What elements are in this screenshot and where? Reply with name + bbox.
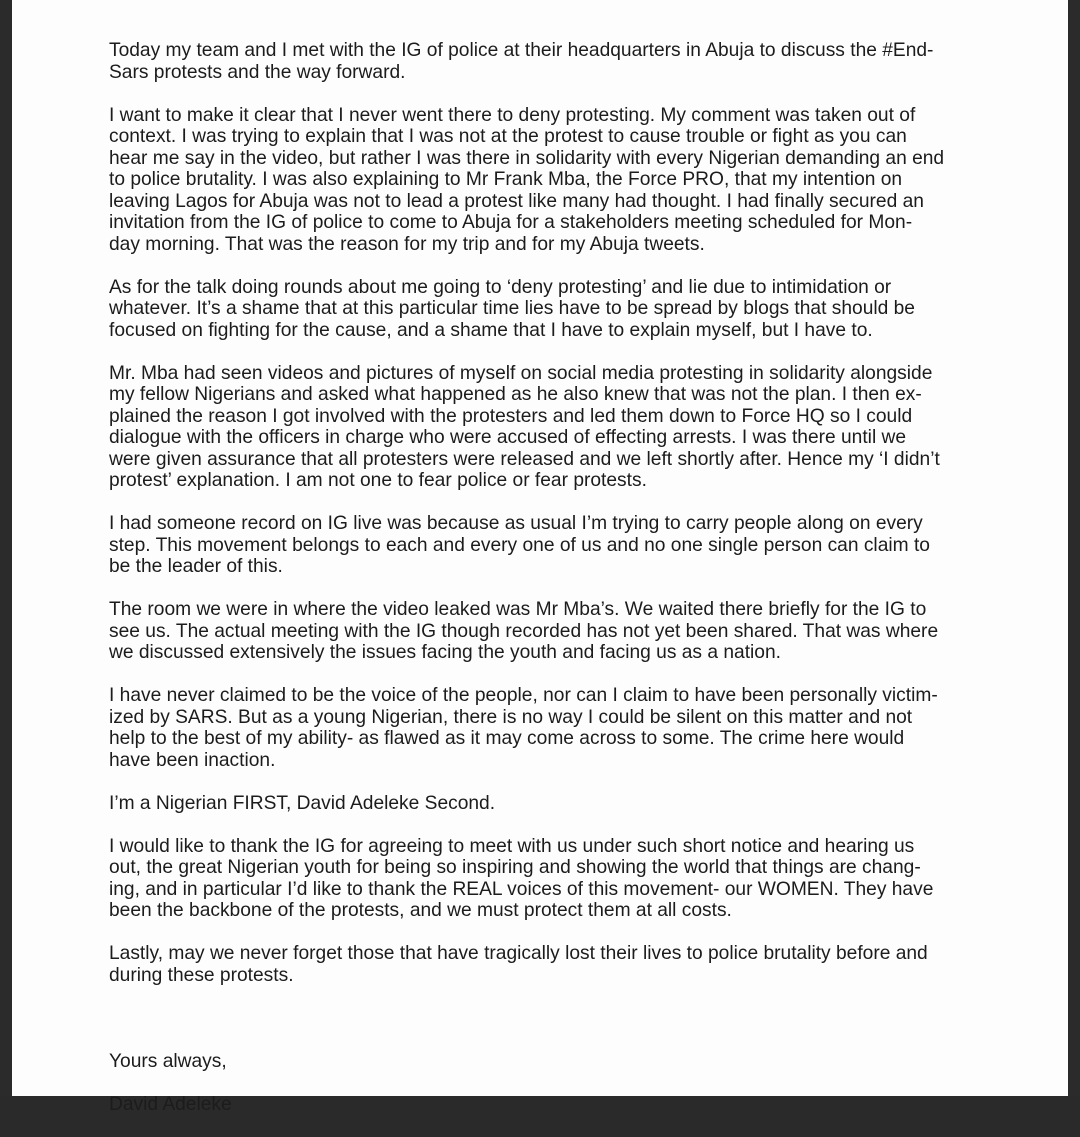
paragraph-remembrance: Lastly, may we never forget those that have tragically lost their lives to police brutality before and during these protests. xyxy=(109,943,928,986)
letter-body xyxy=(109,40,979,1137)
closing-line: Yours always, xyxy=(109,1050,227,1072)
signature-name: David Adeleke xyxy=(109,1093,232,1115)
letter-signoff xyxy=(109,1029,979,1137)
paragraph-mr-mba-videos: Mr. Mba had seen videos and pictures of myself on social media protesting in solidarity alongside my fellow Nigerians and asked what happened as he also knew that was not the plan. I then ex- plained the reason I got involved with the protesters and led them down to Force HQ so I could dialogue with the officers in charge who were accused of effecting arrests. I was there until we were given assurance that all protesters were released and we left shortly after. Hence my ‘I didn’t protest’ explanation. I am not one to fear police or fear protests. xyxy=(109,362,940,491)
letter-page xyxy=(12,0,1068,1115)
paragraph-nigerian-first: I’m a Nigerian FIRST, David Adeleke Second. xyxy=(109,792,496,814)
paragraph-ig-live: I had someone record on IG live was because as usual I’m trying to carry people along on every step. This movement belongs to each and every one of us and no one single person can claim to be the leader of this. xyxy=(109,513,930,577)
paragraph-voice-of-people: I have never claimed to be the voice of the people, nor can I claim to have been personally victim- ized by SARS. But as a young Nigerian, there is no way I could be silent on this matter and not help to the best of my ability- as flawed as it may come across to some. The crime here would have been inaction. xyxy=(109,685,938,771)
paragraph-video-leak-room: The room we were in where the video leaked was Mr Mba’s. We waited there briefly for the IG to see us. The actual meeting with the IG though recorded has not yet been shared. That was where we discussed extensively the issues facing the youth and facing us as a nation. xyxy=(109,599,939,663)
paragraph-deny-protesting-rumor: As for the talk doing rounds about me going to ‘deny protesting’ and lie due to intimidation or whatever. It’s a shame that at this particular time lies have to be spread by blogs that should be focused on fighting for the cause, and a shame that I have to explain myself, but I have to. xyxy=(109,276,915,341)
paragraph-meeting-intro: Today my team and I met with the IG of police at their headquarters in Abuja to discuss the #End- Sars protests and the way forward. xyxy=(109,40,934,83)
paragraph-thanks: I would like to thank the IG for agreeing to meet with us under such short notice and hearing us out, the great Nigerian youth for being so inspiring and showing the world that things are chang- ing, and in particular I’d like to thank the REAL voices of this movement- our WOMEN. They have been the backbone of the protests, and we must protect them at all costs. xyxy=(109,835,934,921)
paragraph-context-explanation: I want to make it clear that I never went there to deny protesting. My comment was taken out of context. I was trying to explain that I was not at the protest to cause trouble or fight as you can hear me say in the video, but rather I was there in solidarity with every Nigerian demanding an end to police brutality. I was also explaining to Mr Frank Mba, the Force PRO, that my intention on leaving Lagos for Abuja was not to lead a protest like many had thought. I had finally secured an invitation from the IG of police to come to Abuja for a stakeholders meeting scheduled for Mon- day morning. That was the reason for my trip and for my Abuja tweets. xyxy=(109,104,945,255)
